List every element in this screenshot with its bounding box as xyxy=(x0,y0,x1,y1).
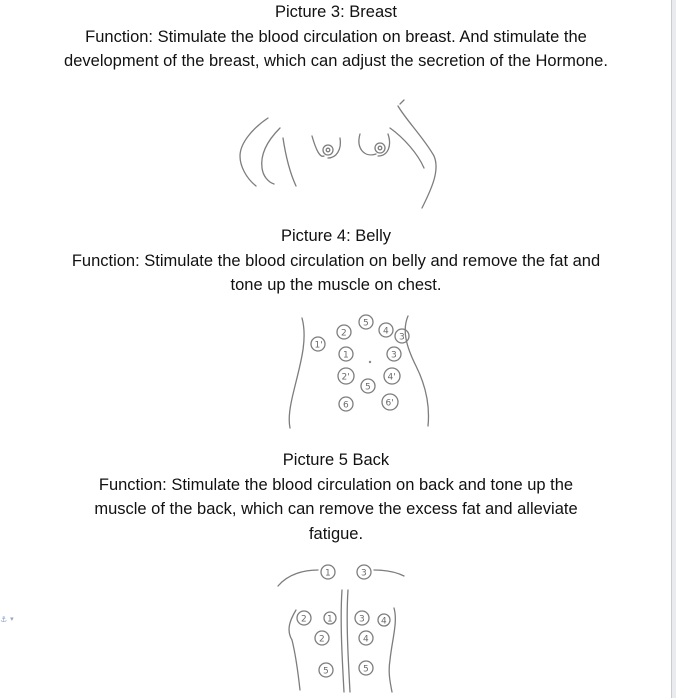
back-point-label: 2 xyxy=(319,634,325,645)
section-title: Picture 4: Belly xyxy=(280,227,392,245)
section-body: Function: Stimulate the blood circulation on breast. And stimulate the development of the breast, which can adjust the secretion of the Hormone. xyxy=(64,27,608,70)
belly-point-label: 5 xyxy=(363,318,369,329)
back-point-label: 4 xyxy=(363,634,369,645)
section-title: Picture 5 Back xyxy=(282,451,390,469)
section-belly xyxy=(0,224,672,298)
belly-point-label: 5 xyxy=(365,382,371,393)
belly-point-label: 1 xyxy=(343,350,349,361)
back-point-label: 5 xyxy=(363,664,369,675)
back-point-label: 5 xyxy=(323,666,329,677)
section-body: Function: Stimulate the blood circulation on back and tone up the muscle of the back, which can remove the excess fat and alleviate fatigue. xyxy=(94,475,578,543)
belly-point-label: 3 xyxy=(399,332,405,343)
section-back xyxy=(0,448,672,546)
back-point-label: 1 xyxy=(325,568,331,579)
belly-point-label: 4 xyxy=(383,326,389,337)
back-point-label: 3 xyxy=(359,614,365,625)
section-breast xyxy=(0,0,672,74)
back-point-label: 1 xyxy=(327,614,333,625)
section-body: Function: Stimulate the blood circulation on belly and remove the fat and tone up the muscle on chest. xyxy=(71,251,601,294)
belly-point-label: 6 xyxy=(343,400,349,411)
breast-sketch-icon xyxy=(228,98,448,216)
belly-point-label: 4' xyxy=(387,372,396,383)
back-sketch-icon xyxy=(274,560,414,694)
belly-point-label: 2' xyxy=(341,372,350,383)
belly-point-label: 1' xyxy=(314,340,323,351)
back-point-label: 3 xyxy=(361,568,367,579)
belly-sketch-icon xyxy=(280,310,440,430)
anchor-icon[interactable]: ⚓ ▾ xyxy=(0,614,14,624)
back-point-label: 4 xyxy=(381,616,387,627)
window-edge xyxy=(671,0,676,698)
belly-point-label: 3 xyxy=(391,350,397,361)
chevron-down-icon[interactable]: ▾ xyxy=(10,616,14,623)
belly-point-label: 6' xyxy=(385,398,394,409)
section-title: Picture 3: Breast xyxy=(275,3,397,21)
belly-point-label: 2 xyxy=(341,328,347,339)
back-point-label: 2 xyxy=(301,614,307,625)
